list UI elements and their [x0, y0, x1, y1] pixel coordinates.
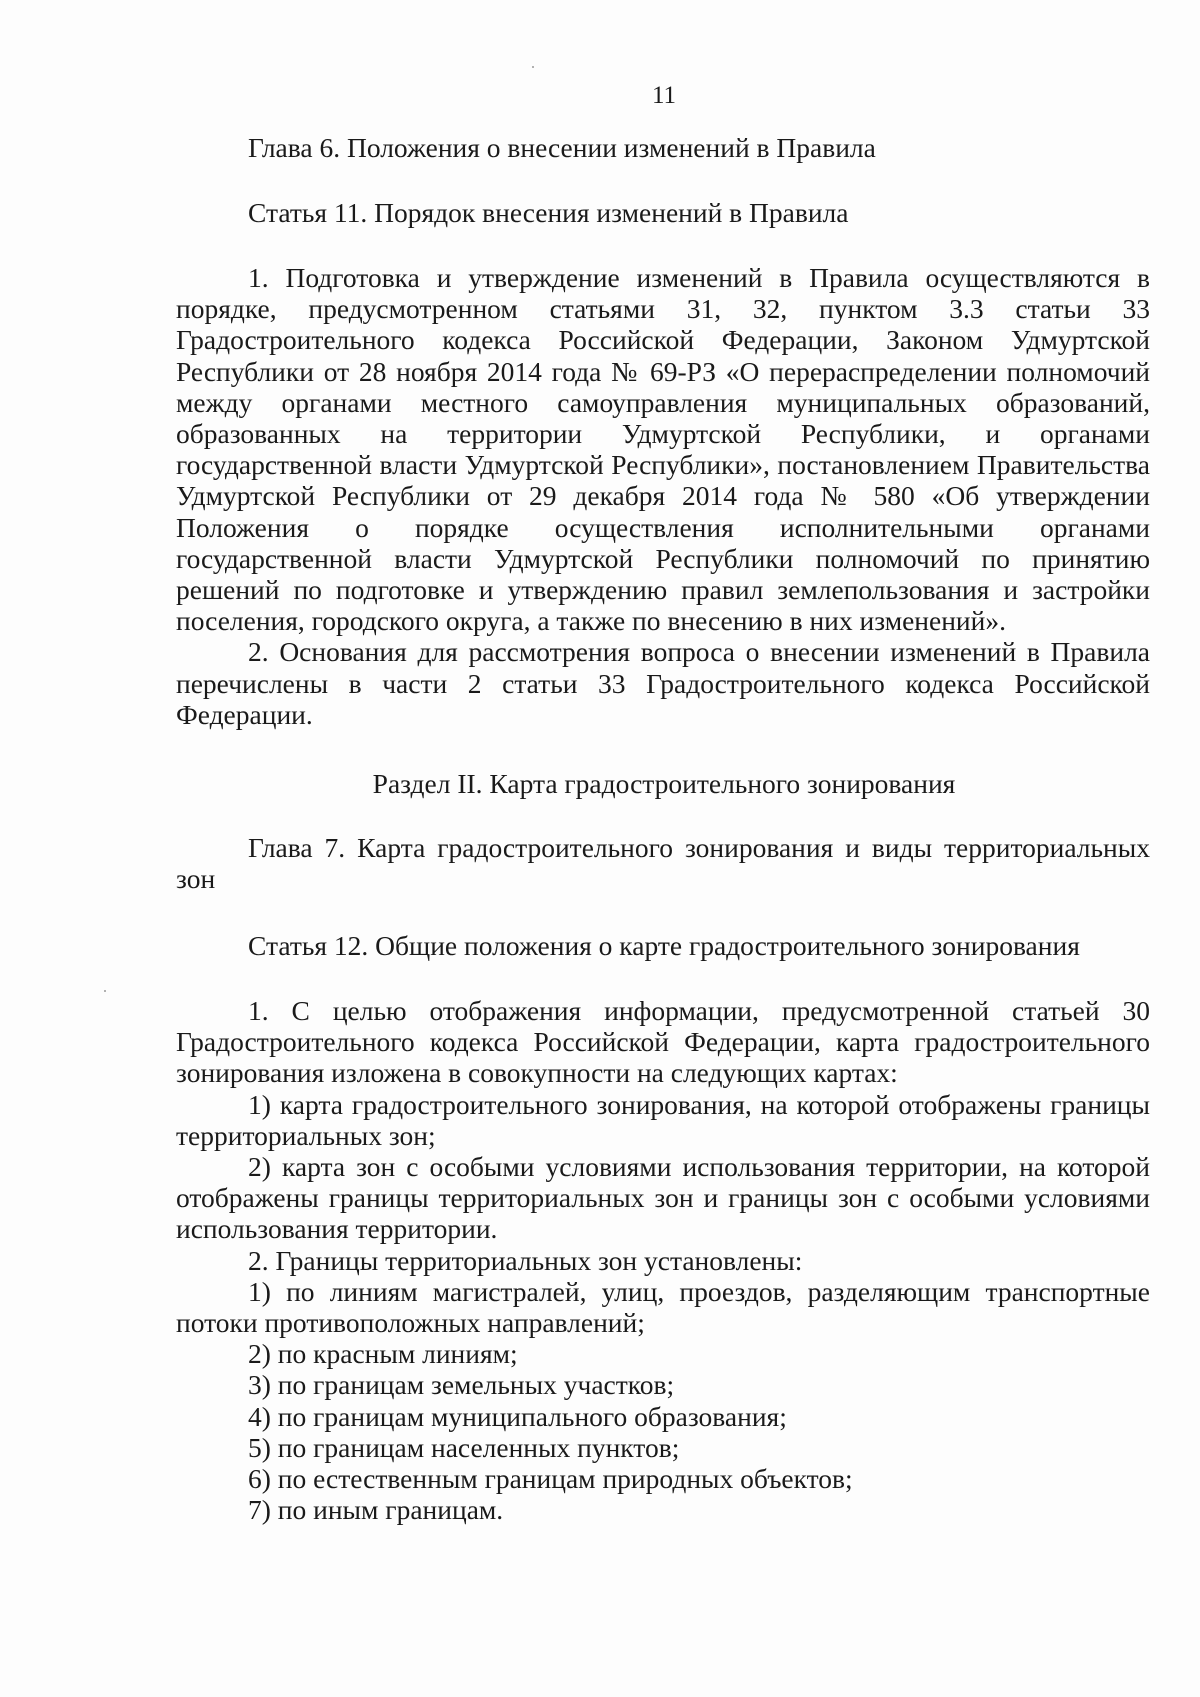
article-12-boundary-item-5: 5) по границам населенных пунктов;	[248, 1431, 680, 1463]
article-11-heading: Статья 11. Порядок внесения изменений в Правила	[248, 197, 849, 228]
scan-speck	[104, 990, 106, 992]
article-12-boundary-item-4: 4) по границам муниципального образования;	[248, 1400, 787, 1432]
section-2-heading: Раздел II. Карта градостроительного зонирования	[372, 768, 956, 799]
article-12-heading: Статья 12. Общие положения о карте градостроительного зонирования	[248, 930, 1080, 961]
article-12-body	[176, 995, 1150, 1525]
article-12-boundary-item-6: 6) по естественным границам природных объектов;	[248, 1463, 853, 1495]
article-12-item-2: 2) карта зон с особыми условиями использования территории, на которой отображены границы территориальных зон и границы зон с особыми условиями использования территории.	[176, 1151, 1150, 1245]
chapter-7-heading-block	[176, 832, 1150, 894]
article-11-body	[176, 262, 1150, 730]
article-12-boundary-item-2: 2) по красным линиям;	[248, 1338, 518, 1370]
chapter-7-heading: Глава 7. Карта градостроительного зонирования и виды территориальных зон	[176, 832, 1150, 895]
page-number: 11	[651, 82, 677, 109]
article-12-boundary-item-3: 3) по границам земельных участков;	[248, 1369, 675, 1401]
article-12-boundary-item-1: 1) по линиям магистралей, улиц, проездов, разделяющим транспортные потоки противоположных направлений;	[176, 1275, 1150, 1339]
article-11-paragraph-1: 1. Подготовка и утверждение изменений в Правила осуществляются в порядке, предусмотренном статьями 31, 32, пунктом 3.3 статьи 33 Градостроительного кодекса Российской Федерации, Законом Удмуртской Республики от 28 ноября 2014 года № 69-РЗ «О перераспределении полномочий между органами местного самоуправления муниципальных образований, образованных на территории Удмуртской Республики, и органами государственной власти Удмуртской Республики», постановлением Правительства Удмуртской Республики от 29 декабря 2014 года № 580 «Об утверждении Положения о порядке осуществления исполнительными органами государственной власти Удмуртской Республики полномочий по принятию решений по подготовке и утверждению правил землепользования и застройки поселения, городского округа, а также по внесению в них изменений».	[176, 262, 1150, 637]
article-12-boundary-item-7: 7) по иным границам.	[248, 1494, 504, 1526]
scan-speck	[532, 66, 534, 68]
article-12-paragraph-1: 1. С целью отображения информации, предусмотренной статьей 30 Градостроительного кодекса Российской Федерации, карта градостроительного зонирования изложена в совокупности на следующих картах:	[176, 995, 1150, 1089]
chapter-6-heading: Глава 6. Положения о внесении изменений в Правила	[248, 132, 876, 163]
article-12-paragraph-2: 2. Границы территориальных зон установлены:	[248, 1244, 803, 1276]
article-12-item-1: 1) карта градостроительного зонирования, на которой отображены границы территориальных зон;	[176, 1088, 1150, 1151]
article-11-paragraph-2: 2. Основания для рассмотрения вопроса о внесении изменений в Правила перечислены в части 2 статьи 33 Градостроительного кодекса Российской Федерации.	[176, 636, 1150, 730]
